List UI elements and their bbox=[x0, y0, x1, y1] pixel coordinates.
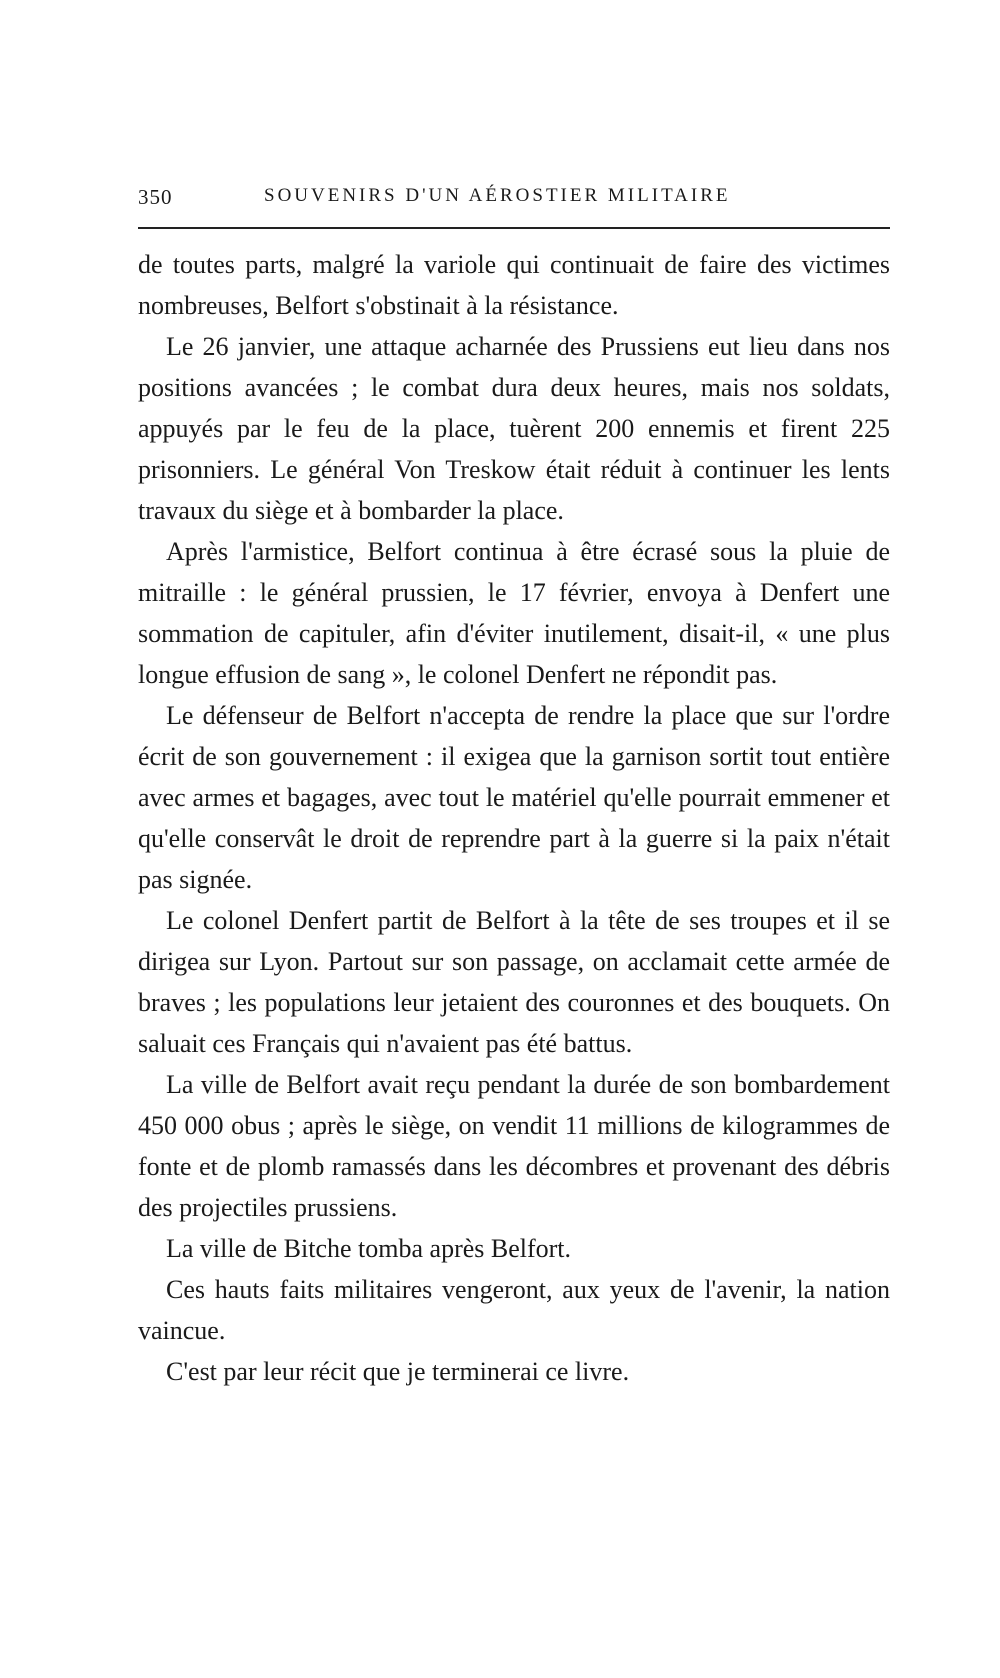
paragraph: Après l'armistice, Belfort continua à être écrasé sous la pluie de mitraille : le général prussien, le 17 février, envoya à Denfert une sommation de capituler, afin d'éviter inutilement, disait-il, « une plus longue effusion de sang », le colonel Denfert ne répondit pas. bbox=[138, 537, 890, 689]
paragraph: de toutes parts, malgré la variole qui continuait de faire des victimes nombreuses, Belfort s'obstinait à la résistance. bbox=[138, 250, 890, 320]
paragraph: La ville de Bitche tomba après Belfort. bbox=[166, 1234, 572, 1263]
paragraph: Le défenseur de Belfort n'accepta de rendre la place que sur l'ordre écrit de son gouvernement : il exigea que la garnison sortit tout entière avec armes et bagages, avec tout le matériel qu'elle pourrait emmener et qu'elle conservât le droit de reprendre part à la guerre si la paix n'était pas signée. bbox=[138, 701, 890, 894]
paragraph: La ville de Belfort avait reçu pendant la durée de son bombardement 450 000 obus ; après le siège, on vendit 11 millions de kilogrammes de fonte et de plomb ramassés dans les décombres et provenant des débris des projectiles prussiens. bbox=[138, 1070, 890, 1222]
page-header bbox=[138, 185, 888, 215]
body-text bbox=[138, 244, 890, 1392]
paragraph: C'est par leur récit que je terminerai ce livre. bbox=[166, 1357, 630, 1386]
header-rule bbox=[138, 227, 890, 229]
page-number: 350 bbox=[138, 185, 173, 209]
paragraph: Le 26 janvier, une attaque acharnée des Prussiens eut lieu dans nos positions avancées ; le combat dura deux heures, mais nos soldats, appuyés par le feu de la place, tuèrent 200 ennemis et firent 225 prisonniers. Le général Von Treskow était réduit à continuer les lents travaux du siège et à bombarder la place. bbox=[138, 332, 890, 525]
paragraph: Ces hauts faits militaires vengeront, aux yeux de l'avenir, la nation vaincue. bbox=[138, 1275, 890, 1345]
paragraph: Le colonel Denfert partit de Belfort à la tête de ses troupes et il se dirigea sur Lyon. Partout sur son passage, on acclamait cette armée de braves ; les populations leur jetaient des couronnes et des bouquets. On saluait ces Français qui n'avaient pas été battus. bbox=[138, 906, 890, 1058]
running-title: SOUVENIRS D'UN AÉROSTIER MILITAIRE bbox=[264, 185, 731, 206]
